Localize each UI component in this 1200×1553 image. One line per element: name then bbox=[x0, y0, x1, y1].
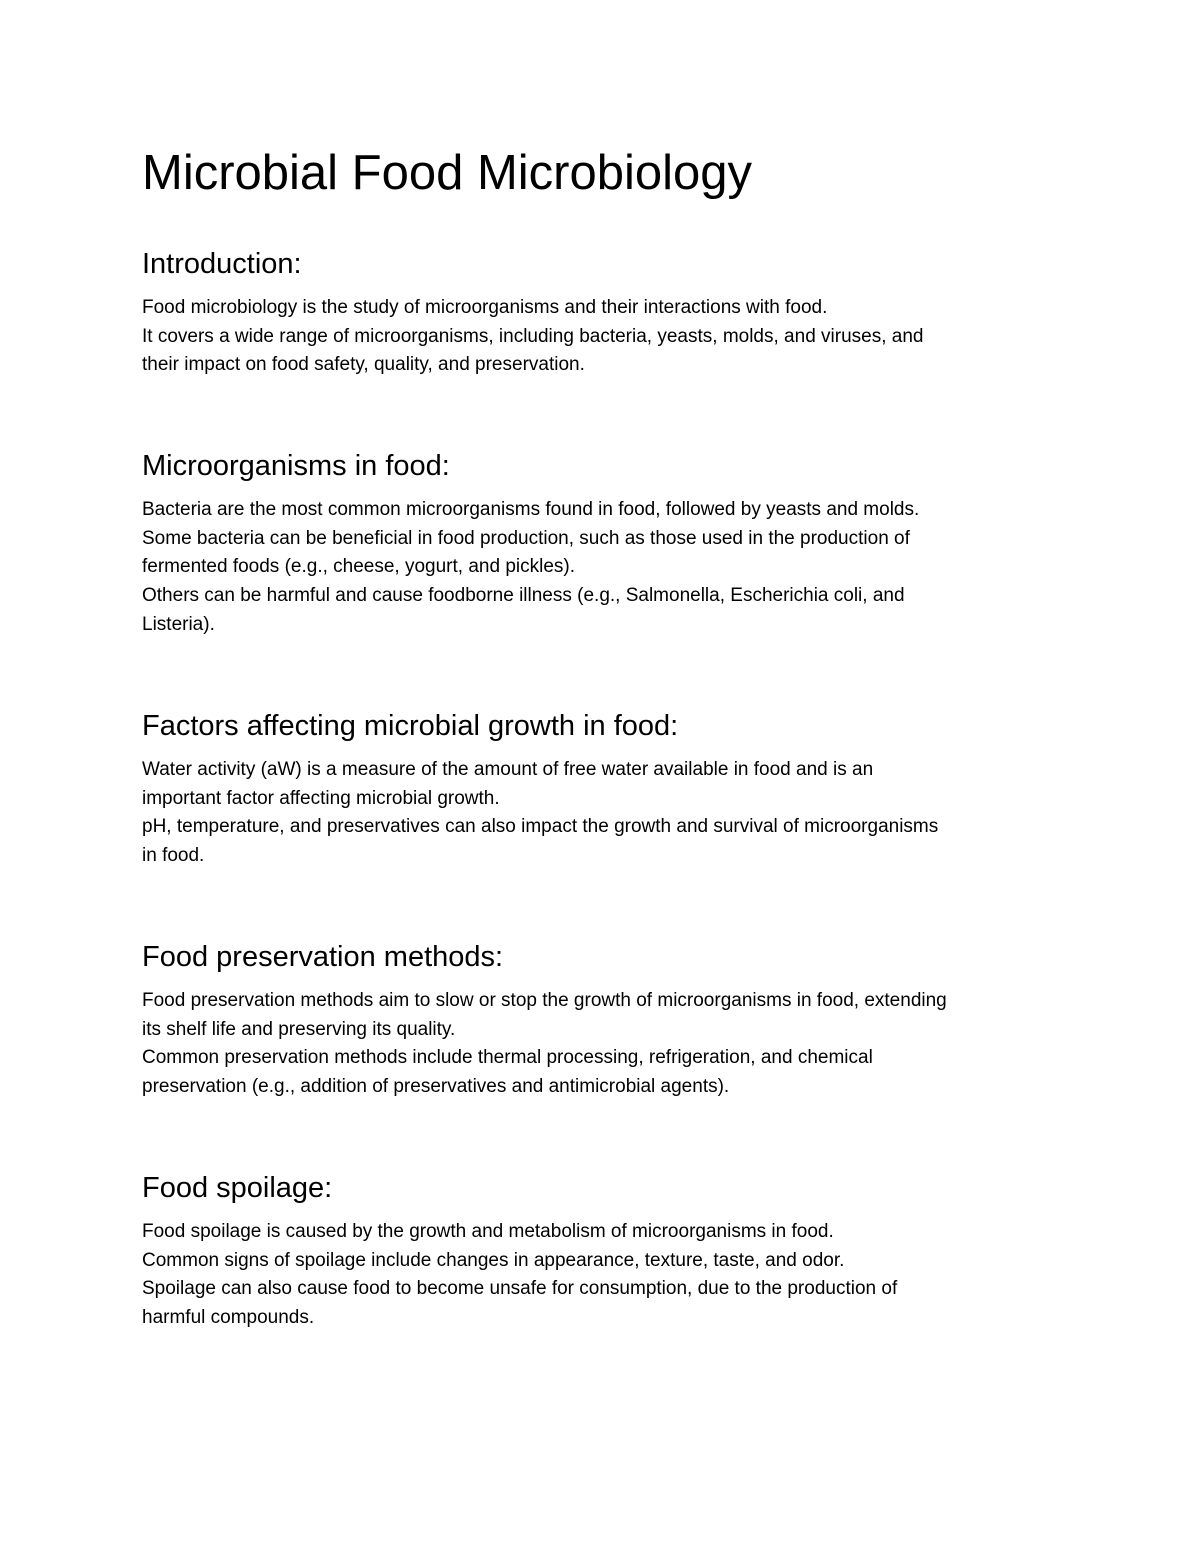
section-body bbox=[142, 756, 1062, 871]
section-heading: Food spoilage: bbox=[142, 1172, 333, 1204]
section-factors-affecting-growth bbox=[142, 706, 1062, 871]
body-line: Food preservation methods aim to slow or stop the growth of microorganisms in food, extending bbox=[142, 990, 947, 1011]
body-line: Some bacteria can be beneficial in food production, such as those used in the production of bbox=[142, 527, 910, 549]
body-line: harmful compounds. bbox=[142, 1307, 315, 1329]
section-food-spoilage bbox=[142, 1168, 1062, 1333]
section-introduction bbox=[142, 244, 1062, 380]
body-line: in food. bbox=[142, 845, 205, 867]
body-line: fermented foods (e.g., cheese, yogurt, and pickles). bbox=[142, 556, 576, 578]
body-line: Food microbiology is the study of microorganisms and their interactions with food. bbox=[142, 297, 828, 318]
section-body bbox=[142, 496, 1062, 640]
body-line: its shelf life and preserving its quality. bbox=[142, 1018, 456, 1040]
body-line: Common preservation methods include thermal processing, refrigeration, and chemical bbox=[142, 1047, 873, 1069]
section-heading: Factors affecting microbial growth in food: bbox=[142, 710, 679, 742]
section-microorganisms-in-food bbox=[142, 446, 1062, 640]
section-body bbox=[142, 294, 1062, 380]
document-title: Microbial Food Microbiology bbox=[142, 146, 753, 200]
body-line: Common signs of spoilage include changes in appearance, texture, taste, and odor. bbox=[142, 1249, 845, 1271]
body-line: Others can be harmful and cause foodborne illness (e.g., Salmonella, Escherichia coli, and bbox=[142, 585, 905, 607]
body-line: their impact on food safety, quality, and preservation. bbox=[142, 354, 585, 376]
body-line: Food spoilage is caused by the growth and metabolism of microorganisms in food. bbox=[142, 1221, 834, 1242]
body-line: preservation (e.g., addition of preservatives and antimicrobial agents). bbox=[142, 1076, 730, 1098]
body-line: pH, temperature, and preservatives can also impact the growth and survival of microorganisms bbox=[142, 816, 939, 838]
body-line: Water activity (aW) is a measure of the amount of free water available in food and is an bbox=[142, 759, 874, 780]
section-heading: Food preservation methods: bbox=[142, 941, 504, 973]
section-heading: Microorganisms in food: bbox=[142, 450, 450, 482]
section-body bbox=[142, 1218, 1062, 1333]
body-line: It covers a wide range of microorganisms, including bacteria, yeasts, molds, and viruses, and bbox=[142, 325, 924, 347]
body-line: important factor affecting microbial growth. bbox=[142, 787, 500, 809]
section-body bbox=[142, 987, 1062, 1102]
section-food-preservation-methods bbox=[142, 937, 1062, 1102]
body-line: Spoilage can also cause food to become unsafe for consumption, due to the production of bbox=[142, 1278, 898, 1300]
body-line: Bacteria are the most common microorganisms found in food, followed by yeasts and molds. bbox=[142, 499, 920, 520]
body-line: Listeria). bbox=[142, 613, 215, 635]
section-heading: Introduction: bbox=[142, 248, 302, 280]
